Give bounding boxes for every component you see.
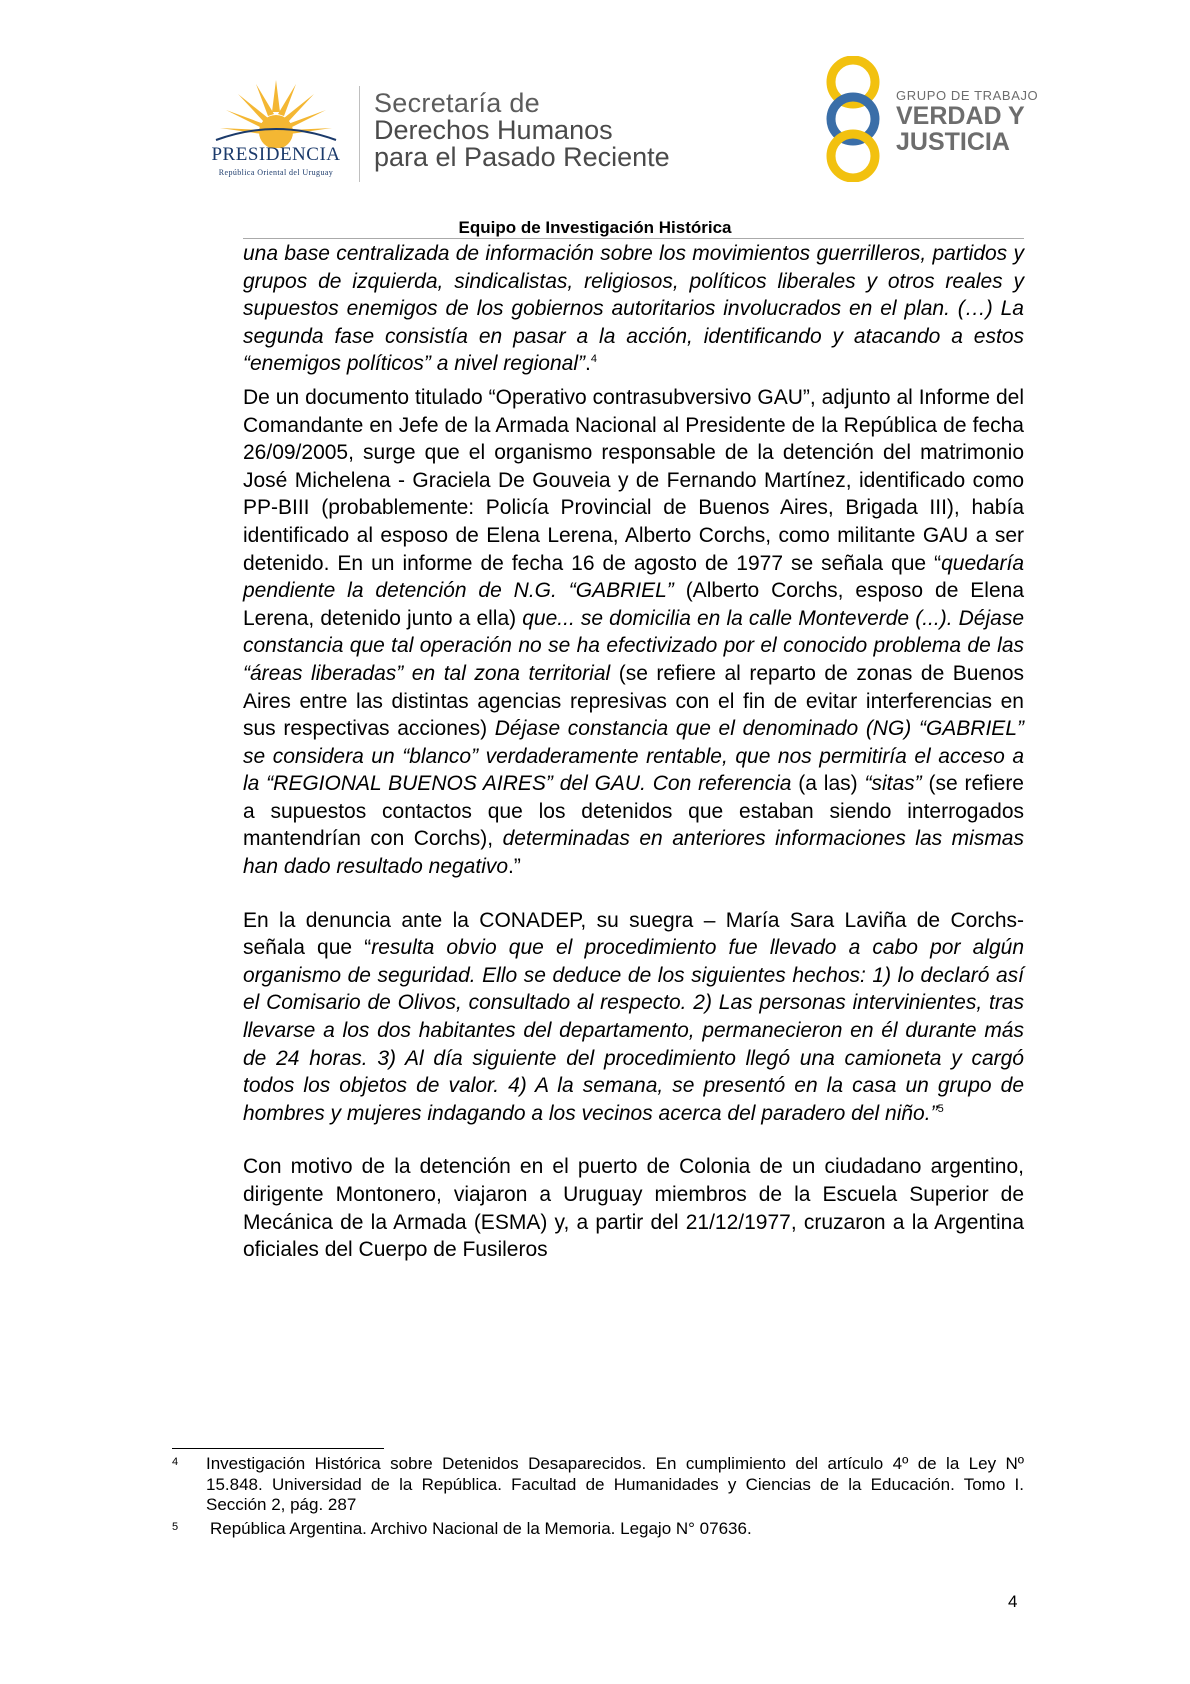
paragraph-colonia	[243, 1153, 1024, 1263]
gtvj-line2: VERDAD Y	[896, 102, 1025, 130]
footnote-separator	[172, 1448, 384, 1449]
linked-rings-icon	[818, 56, 888, 182]
header-rule	[243, 238, 1024, 239]
text-run: (Alberto Corchs, esposo de Elena Lerena, detenido junto a ella)	[243, 579, 1024, 630]
header-title: Equipo de Investigación Histórica	[458, 218, 732, 237]
quote-text: “sitas”	[864, 772, 922, 796]
text-run: .”	[508, 855, 521, 879]
footnote-item	[172, 1454, 1024, 1516]
footnote-number: 4	[172, 1456, 179, 1468]
paragraph-quote-continuation	[243, 240, 1024, 378]
presidencia-logo	[196, 78, 356, 190]
text-run: Con motivo de la detención en el puerto de Colonia de un ciudadano argentino, dirigente Montonero, viajaron a Uruguay miembros de la Escuela Superior de Mecánica de la Armada (ESMA) y, a partir del 21/12/1977, cruzaron a la Argentina oficiales del Cuerpo de Fusileros	[243, 1155, 1024, 1262]
verdad-justicia-logo	[818, 56, 1058, 186]
quote-text: determinadas en anteriores informaciones las mismas han dado resultado negativo	[243, 827, 1024, 879]
quote-text: resulta obvio que el procedimiento fue llevado a cabo por algún organismo de seguridad. Ello se deduce de los siguientes hechos: 1) lo declaró así el Comisario de Olivos, consultado al respecto. 2) Las personas intervinientes, tras llevarse a los dos habitantes del departamento, permanecieron en él durante más de 24 horas. 3) Al día siguiente del procedimiento llegó una camioneta y cargó todos los objetos de valor. 4) A la semana, se presentó en la casa un grupo de hombres y mujeres indagando a los vecinos acerca del paradero del niño.”	[243, 936, 1024, 1125]
paragraph-conadep	[243, 907, 1024, 1128]
sun-emblem-icon	[196, 78, 356, 148]
presidencia-subtitle: República Oriental del Uruguay	[218, 168, 334, 177]
secretaria-line1: Secretaría de	[374, 88, 540, 118]
text-run: (a las)	[791, 772, 865, 796]
secretaria-line2: Derechos Humanos	[374, 115, 613, 145]
quote-text: quedaría pendiente la detención de N.G. “GABRIEL”	[243, 551, 1024, 603]
text-run: .	[585, 352, 591, 376]
quote-text: Déjase constancia que el denominado (NG) “GABRIEL” se considera un “blanco” verdaderamente rentable, que nos permitiría el acceso a la “REGIONAL BUENOS AIRES” del GAU. Con referencia	[243, 717, 1024, 796]
logo-divider	[359, 86, 360, 182]
gtvj-line1: GRUPO DE TRABAJO	[896, 88, 1039, 103]
footnote-ref: 4	[590, 353, 597, 366]
text-run: En la denuncia ante la CONADEP, su suegra – María Sara Laviña de Corchs- señala que “	[243, 908, 1024, 960]
footnote-text: República Argentina. Archivo Nacional de la Memoria. Legajo N° 07636.	[210, 1518, 752, 1538]
text-run: (se refiere al reparto de zonas de Buenos Aires entre las distintas agencias represivas con el fin de evitar interferencias en sus respectivas acciones)	[243, 661, 1025, 741]
footnote-number: 5	[172, 1520, 179, 1533]
secretaria-logo-text	[374, 90, 670, 171]
footnotes	[172, 1454, 1024, 1542]
presidencia-name: PRESIDENCIA	[211, 144, 341, 165]
paragraph-operativo-gau	[243, 384, 1024, 881]
text-run: (se refiere a supuestos contactos que los detenidos que estaban siendo interrogados mantendrían con Corchs),	[243, 772, 1024, 851]
gtvj-line3: JUSTICIA	[896, 128, 1010, 156]
footnote-ref: 5	[937, 1102, 944, 1115]
footnote-text: Investigación Histórica sobre Detenidos Desaparecidos. En cumplimiento del artículo 4º de la Ley Nº 15.848. Universidad de la República. Facultad de Humanidades y Ciencias de la Educación. Tomo I. Sección 2, pág. 287	[206, 1454, 1024, 1514]
page-number: 4	[1008, 1592, 1018, 1611]
footnote-item	[172, 1519, 1024, 1540]
text-run: De un documento titulado “Operativo contrasubversivo GAU”, adjunto al Informe del Comandante en Jefe de la Armada Nacional al Presidente de la República de fecha 26/09/2005, surge que el organismo responsable de la detención del matrimonio José Michelena - Graciela De Gouveia y de Fernando Martínez, identificado como PP-BIII (probablemente: Policía Provincial de Buenos Aires, Brigada III), había identificado al esposo de Elena Lerena, Alberto Corchs, como militante GAU a ser detenido. En un informe de fecha 16 de agosto de 1977 se señala que “	[243, 385, 1024, 575]
document-body	[243, 240, 1024, 1264]
quote-text: que... se domicilia en la calle Monteverde (...). Déjase constancia que tal operación no se ha efectivizado por el conocido problema de las “áreas liberadas” en tal zona territorial	[243, 606, 1025, 685]
quote-text: una base centralizada de información sobre los movimientos guerrilleros, partidos y grupos de izquierda, sindicalistas, religiosos, políticos liberales y otros reales y supuestos enemigos de los gobiernos autoritarios involucrados en el plan. (…) La segunda fase consistía en pasar a la acción, identificando y atacando a estos “enemigos políticos” a nivel regional”	[243, 242, 1024, 376]
secretaria-line3: para el Pasado Reciente	[374, 142, 670, 172]
